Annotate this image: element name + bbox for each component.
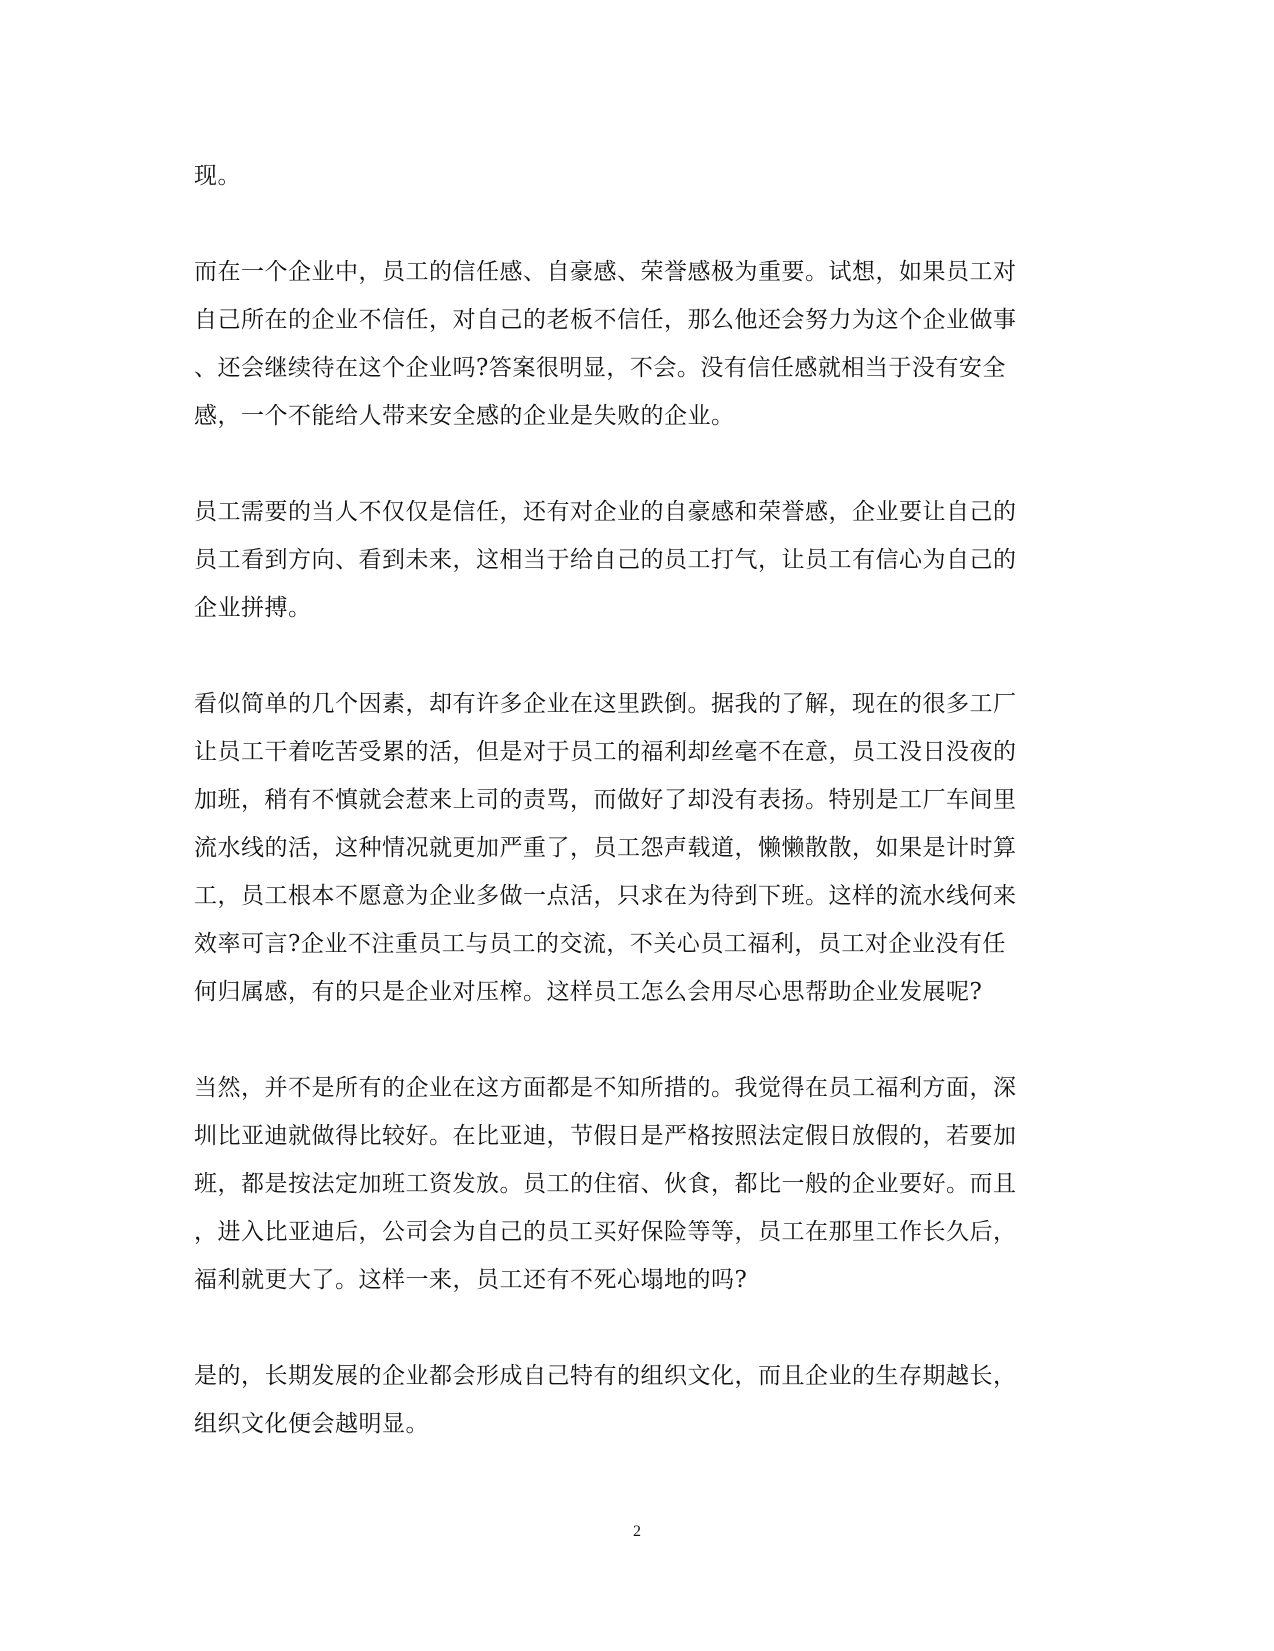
- paragraph: [194, 680, 1074, 1016]
- text-line: 组织文化便会越明显。: [194, 1411, 429, 1437]
- text-line: 自己所在的企业不信任，对自己的老板不信任，那么他还会努力为这个企业做事: [194, 307, 1017, 333]
- text-line: 福利就更大了。这样一来，员工还有不死心塌地的吗?: [194, 1267, 748, 1293]
- text-line: 工，员工根本不愿意为企业多做一点活，只求在为待到下班。这样的流水线何来: [194, 883, 1017, 909]
- text-line: 班，都是按法定加班工资发放。员工的住宿、伙食，都比一般的企业要好。而且: [194, 1171, 1017, 1197]
- paragraph: [194, 248, 1074, 440]
- text-line: 效率可言?企业不注重员工与员工的交流，不关心员工福利，员工对企业没有任: [194, 931, 1006, 957]
- text-line: 而在一个企业中，员工的信任感、自豪感、荣誉感极为重要。试想，如果员工对: [194, 259, 1017, 285]
- text-line: 看似简单的几个因素，却有许多企业在这里跌倒。据我的了解，现在的很多工厂: [194, 691, 1017, 717]
- text-line: 加班，稍有不慎就会惹来上司的责骂，而做好了却没有表扬。特别是工厂车间里: [194, 787, 1017, 813]
- text-line: 企业拼搏。: [194, 595, 312, 621]
- text-line: 感，一个不能给人带来安全感的企业是失败的企业。: [194, 403, 735, 429]
- text-line: 流水线的活，这种情况就更加严重了，员工怨声载道，懒懒散散，如果是计时算: [194, 835, 1017, 861]
- paragraph: [194, 1064, 1074, 1304]
- text-line: 圳比亚迪就做得比较好。在比亚迪，节假日是严格按照法定假日放假的，若要加: [194, 1123, 1017, 1149]
- text-line: 是的，长期发展的企业都会形成自己特有的组织文化，而且企业的生存期越长，: [194, 1363, 1017, 1389]
- text-line: 、还会继续待在这个企业吗?答案很明显，不会。没有信任感就相当于没有安全: [194, 355, 1006, 381]
- paragraph: [194, 152, 1074, 200]
- paragraph: [194, 488, 1074, 632]
- body-text: [194, 152, 1074, 1448]
- text-line: 现。: [194, 163, 241, 189]
- text-line: 员工需要的当人不仅仅是信任，还有对企业的自豪感和荣誉感，企业要让自己的: [194, 499, 1017, 525]
- text-line: 何归属感，有的只是企业对压榨。这样员工怎么会用尽心思帮助企业发展呢?: [194, 979, 983, 1005]
- text-line: ，进入比亚迪后，公司会为自己的员工买好保险等等，员工在那里工作长久后，: [194, 1219, 1017, 1245]
- text-line: 当然，并不是所有的企业在这方面都是不知所措的。我觉得在员工福利方面，深: [194, 1075, 1017, 1101]
- page-number: 2: [633, 1523, 641, 1540]
- text-line: 让员工干着吃苦受累的活，但是对于员工的福利却丝毫不在意，员工没日没夜的: [194, 739, 1017, 765]
- text-line: 员工看到方向、看到未来，这相当于给自己的员工打气，让员工有信心为自己的: [194, 547, 1017, 573]
- paragraph: [194, 1352, 1074, 1448]
